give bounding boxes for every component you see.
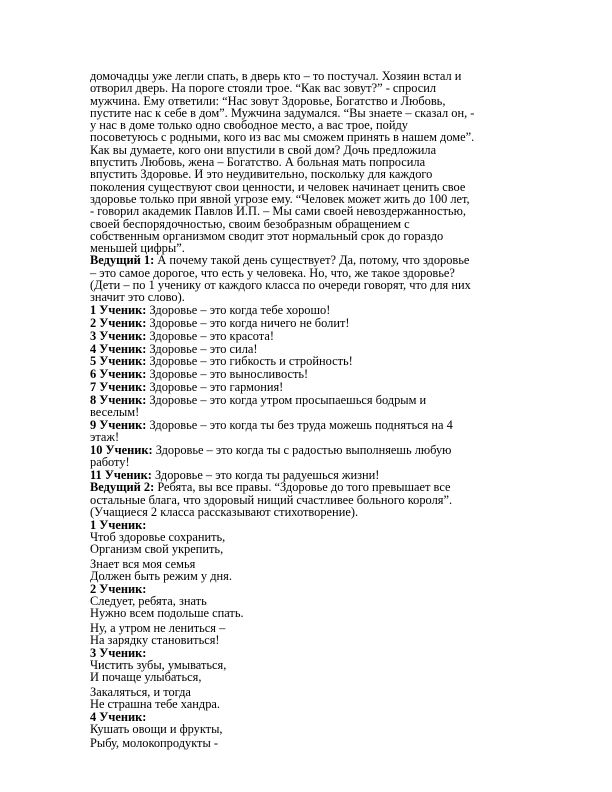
speaker-label: Ведущий 1: <box>90 253 155 268</box>
text-line: собственным организмом сводит этот нормальный срок до гораздо <box>90 228 444 243</box>
text-line: впустить Любовь, жена – Богатство. А больная мать попросила <box>90 155 426 170</box>
poem-line: Должен быть режим у дня. <box>90 568 232 583</box>
text-line: меньшей цифры”. <box>90 241 185 256</box>
poem-line: Чтоб здоровье сохранить, <box>90 529 226 544</box>
student-line: 7 Ученик: Здоровье – это гармония! <box>90 379 284 394</box>
poem <box>90 519 522 750</box>
stanza-label: 3 Ученик: <box>90 645 147 660</box>
poem-line: Организм свой укрепить, <box>90 542 224 557</box>
stanza-label: 2 Ученик: <box>90 581 147 596</box>
poem-line: Чистить зубы, умываться, <box>90 657 227 672</box>
text-line: у нас в доме только одно свободное место, а вас трое, пойду <box>90 118 408 133</box>
student-line: 5 Ученик: Здоровье – это гибкость и стройность! <box>90 354 353 369</box>
speaker-label: 10 Ученик: <box>90 442 153 457</box>
students-list <box>90 304 522 481</box>
text-line: отворил дверь. На пороге стояли трое. “Как вас зовут?” - спросил <box>90 81 437 96</box>
student-line: 11 Ученик: Здоровье – это когда ты радуешься жизни! <box>90 468 380 482</box>
speech-text: А почему такой день существует? Да, потому, что здоровье <box>154 253 470 268</box>
speaker-label: Ведущий 2: <box>90 480 155 495</box>
speaker-label: 2 Ученик: <box>90 315 147 330</box>
text-line: пустите нас к себе в дом”. Мужчина задумался. “Вы знаете – сказал он, - <box>90 105 475 120</box>
speaker-label: 6 Ученик: <box>90 367 147 382</box>
speaker-label: 5 Ученик: <box>90 354 147 369</box>
text-line: этаж! <box>90 430 120 445</box>
text-line: – это самое дорогое, что есть у человека. Но, что, же такое здоровье? <box>90 265 455 280</box>
poem-line: Рыбу, молокопродукты - <box>90 736 219 751</box>
student-line: 2 Ученик: Здоровье – это когда ничего не болит! <box>90 315 350 330</box>
stanza-label: 4 Ученик: <box>90 709 147 724</box>
text-line: веселым! <box>90 405 140 420</box>
speaker-label: 7 Ученик: <box>90 379 147 394</box>
poem-line: Кушать овощи и фрукты, <box>90 721 223 736</box>
text-line: домочадцы уже легли спать, в дверь кто – то постучал. Хозяин встал и <box>90 69 462 83</box>
text-line: (Учащиеся 2 класса рассказывают стихотворение). <box>90 504 359 519</box>
speech-text: Ребята, вы все правы. “Здоровье до того превышает все <box>154 480 451 495</box>
poem-line: Ну, а утром не лениться – <box>90 620 226 635</box>
speaker-label: 1 Ученик: <box>90 303 147 318</box>
poem-line: Нужно всем подольше спать. <box>90 606 244 621</box>
intro-paragraph <box>90 70 522 254</box>
text-line: остальные блага, что здоровый нищий счастливее больного короля”. <box>90 492 453 507</box>
speaker-label: 9 Ученик: <box>90 417 147 432</box>
text-line: - говорил академик Павлов И.П. – Мы сами своей невоздержанностью, <box>90 204 466 219</box>
student-line: 3 Ученик: Здоровье – это красота! <box>90 328 275 343</box>
text-line: впустить Здоровье. И это неудивительно, поскольку для каждого <box>90 167 433 182</box>
host-2-paragraph <box>90 481 522 518</box>
poem-line: Не страшна тебе хандра. <box>90 696 220 711</box>
text-line: работу! <box>90 455 130 470</box>
speaker-label: 4 Ученик: <box>90 341 147 356</box>
student-line: 1 Ученик: Здоровье – это когда тебе хорошо! <box>90 303 331 318</box>
document-page <box>90 70 522 750</box>
speaker-label: 3 Ученик: <box>90 328 147 343</box>
text-line: своей беспорядочностью, своим безобразным обращением с <box>90 216 410 231</box>
speaker-label: 11 Ученик: <box>90 468 152 482</box>
student-line: 9 Ученик: Здоровье – это когда ты без труда можешь подняться на 4 <box>90 417 453 432</box>
poem-line: Знает вся моя семья <box>90 556 196 571</box>
stanza-label: 1 Ученик: <box>90 517 147 532</box>
text-line: мужчина. Ему ответили: “Нас зовут Здоровье, Богатство и Любовь, <box>90 93 446 108</box>
student-line: 4 Ученик: Здоровье – это сила! <box>90 341 258 356</box>
text-line: поколения существуют свои ценности, и человек начинает ценить свое <box>90 179 466 194</box>
text-line: посоветуюсь с родными, кого из вас мы сможем принять в нашем доме”. <box>90 130 475 145</box>
text-line: Как вы думаете, кого они впустили в свой дом? Дочь предложила <box>90 142 437 157</box>
text-line: здоровье только при явной угрозе ему. “Человек может жить до 100 лет, <box>90 191 470 206</box>
student-line: 6 Ученик: Здоровье – это выносливость! <box>90 367 309 382</box>
poem-line: Закаляться, и тогда <box>90 684 191 699</box>
host-1-paragraph <box>90 254 522 303</box>
speaker-label: 8 Ученик: <box>90 392 147 407</box>
text-line: значит это слово). <box>90 290 185 305</box>
student-line: 10 Ученик: Здоровье – это когда ты с радостью выполняешь любую <box>90 442 452 457</box>
text-line: (Дети – по 1 ученику от каждого класса по очереди говорят, что для них <box>90 278 471 293</box>
poem-line: Следует, ребята, знать <box>90 593 207 608</box>
poem-line: И почаще улыбаться, <box>90 670 202 685</box>
poem-line: На зарядку становиться! <box>90 632 220 647</box>
student-line: 8 Ученик: Здоровье – это когда утром просыпаешься бодрым и <box>90 392 427 407</box>
